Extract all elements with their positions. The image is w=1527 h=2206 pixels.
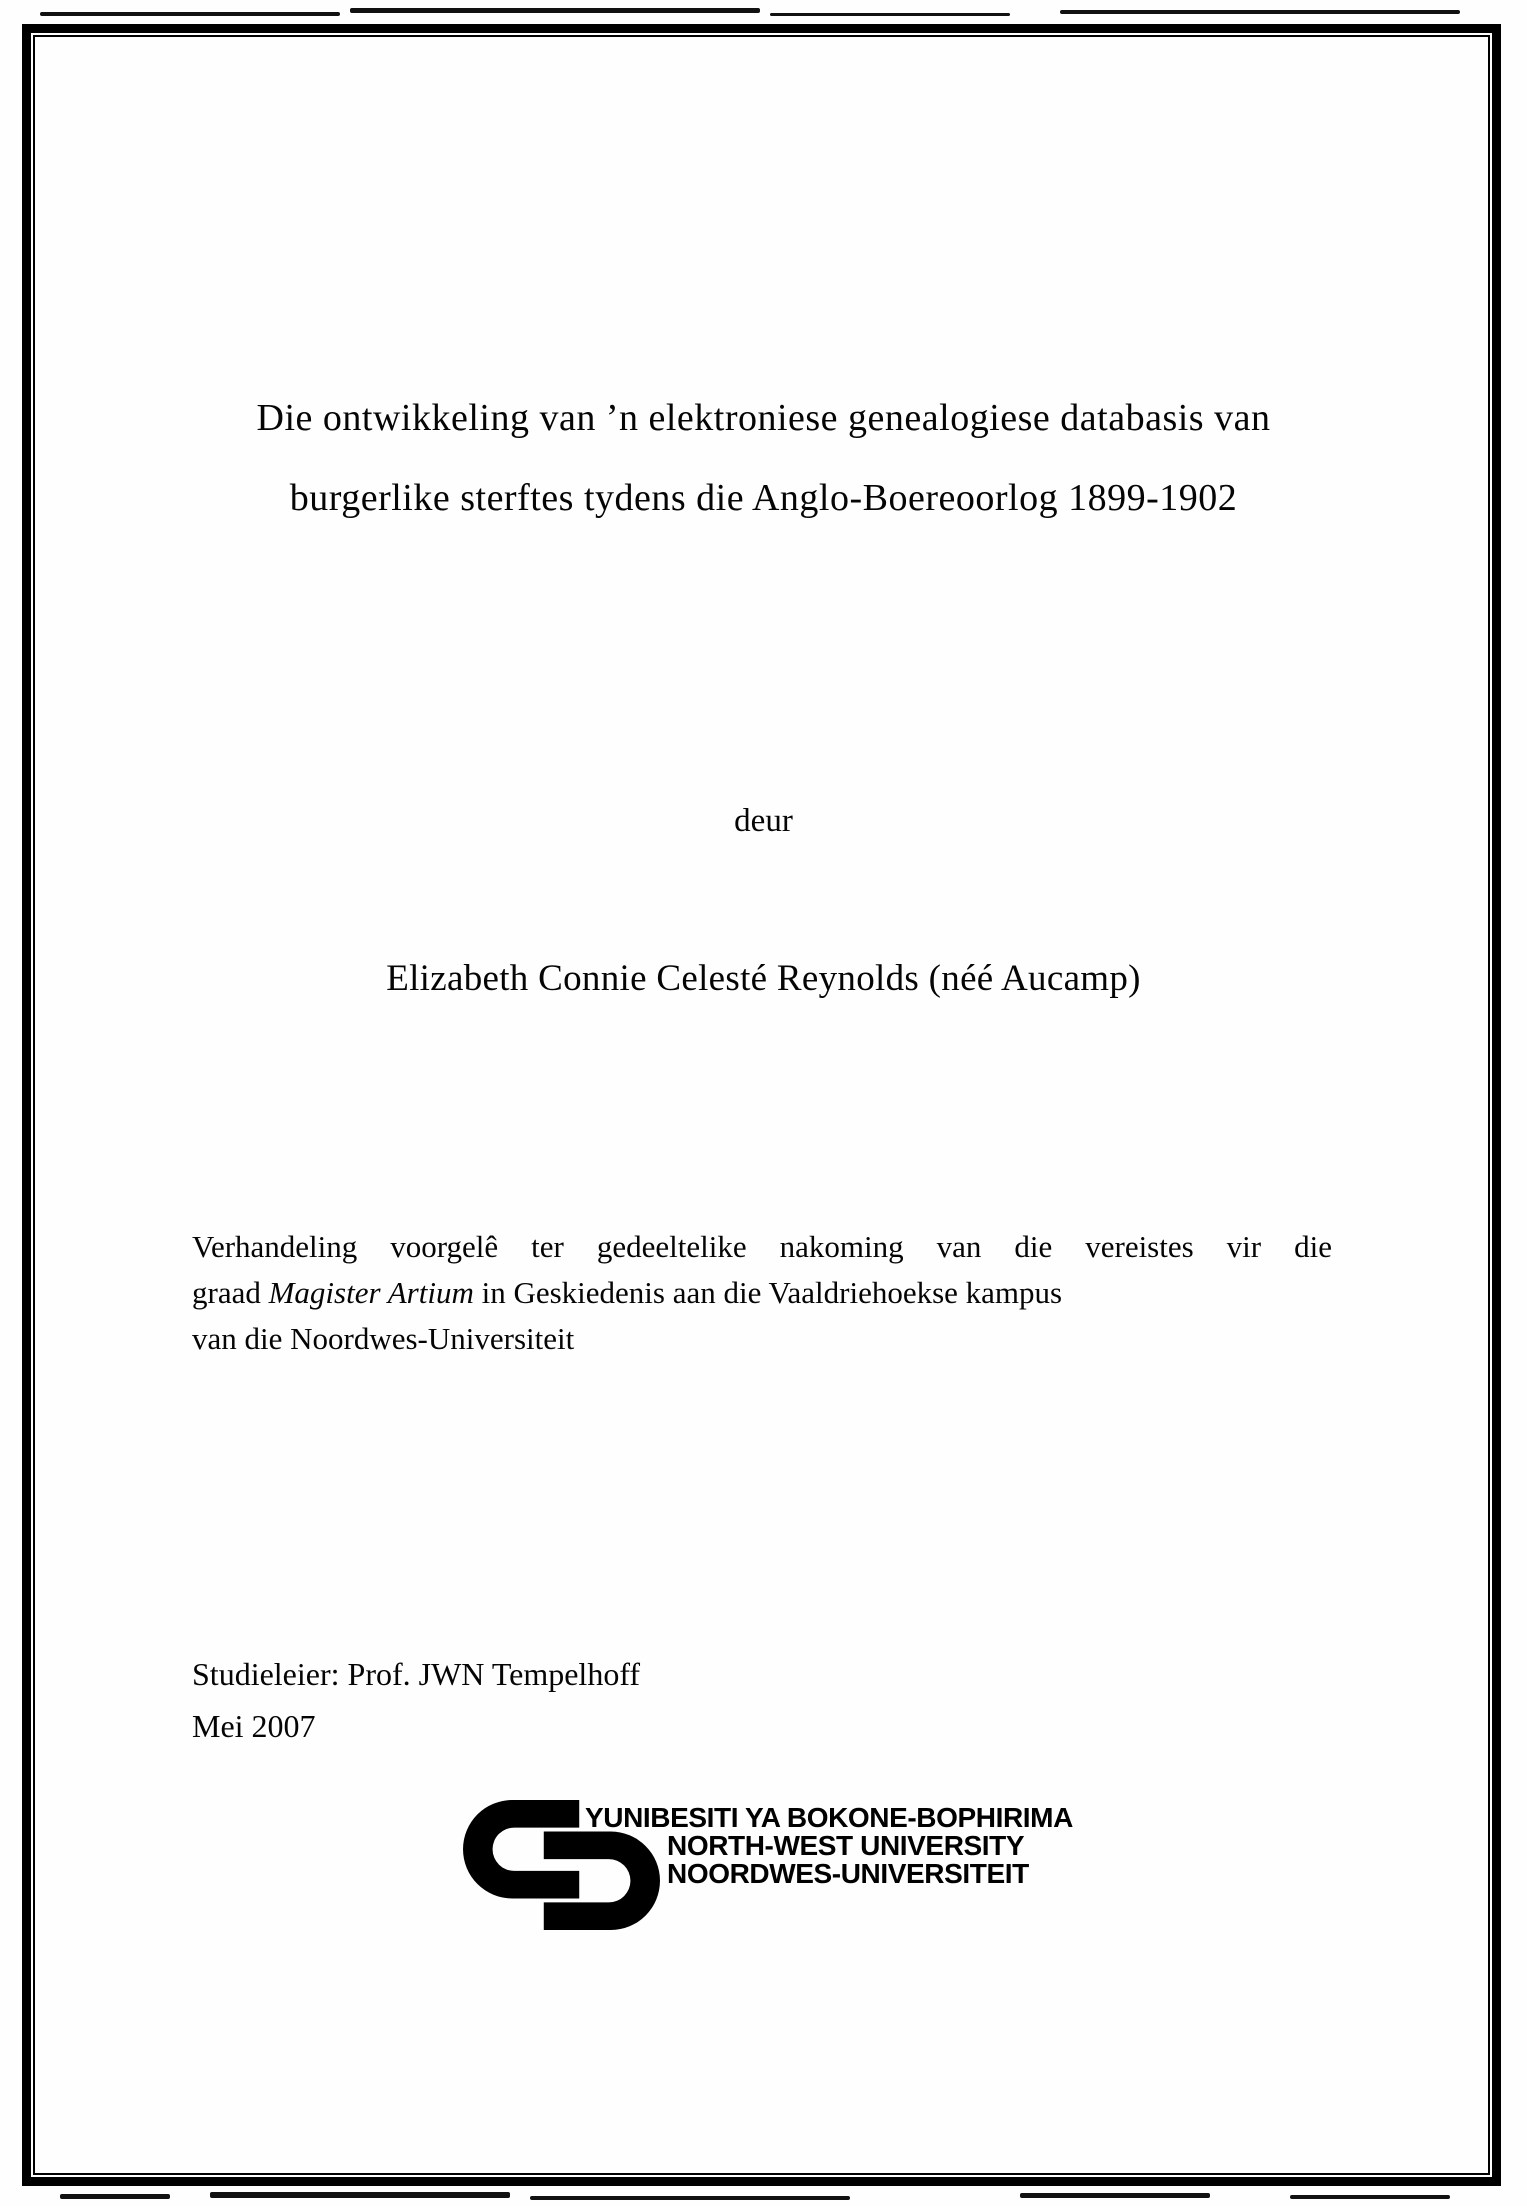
thesis-title-line2: burgerlike sterftes tydens die Anglo-Boereoorlog 1899-1902 bbox=[289, 477, 1238, 519]
thesis-title-line1: Die ontwikkeling van ’n elektroniese genealogiese databasis van bbox=[256, 397, 1271, 439]
degree-statement bbox=[192, 1224, 1332, 1362]
scan-artifact bbox=[40, 12, 340, 16]
scan-artifact bbox=[530, 2196, 850, 2200]
scan-artifact bbox=[1020, 2193, 1210, 2198]
nwu-logo-line2: NORTH-WEST UNIVERSITY bbox=[667, 1830, 1025, 1861]
nwu-logo-line3: NOORDWES-UNIVERSITEIT bbox=[667, 1858, 1029, 1889]
scan-artifact bbox=[210, 2192, 510, 2198]
degree-statement-line2-pre: graad bbox=[192, 1275, 269, 1310]
scan-artifact bbox=[1290, 2195, 1450, 2199]
nwu-logo-line1: YUNIBESITI YA BOKONE-BOPHIRIMA bbox=[585, 1802, 1073, 1833]
supervisor-line: Studieleier: Prof. JWN Tempelhoff bbox=[192, 1656, 641, 1692]
scan-artifact bbox=[350, 8, 760, 13]
date-line: Mei 2007 bbox=[192, 1708, 316, 1744]
degree-statement-line1: Verhandeling voorgelê ter gedeeltelike nakoming van die vereistes vir die bbox=[192, 1229, 1332, 1264]
nwu-logo-text bbox=[585, 1804, 1073, 1888]
degree-statement-line2 bbox=[192, 1270, 1332, 1316]
scan-artifact bbox=[770, 13, 1010, 16]
degree-statement-line2-post: in Geskiedenis aan die Vaaldriehoekse kampus bbox=[473, 1275, 1063, 1310]
scan-artifact bbox=[1060, 10, 1460, 14]
thesis-title bbox=[95, 378, 1432, 538]
degree-name-italic: Magister Artium bbox=[268, 1275, 474, 1310]
nwu-logo bbox=[463, 1800, 1083, 1940]
author-name: Elizabeth Connie Celesté Reynolds (néé Aucamp) bbox=[386, 958, 1141, 999]
supervisor-block bbox=[192, 1648, 640, 1752]
byline-label: deur bbox=[734, 803, 793, 839]
scan-artifact bbox=[60, 2194, 170, 2199]
degree-statement-line3: van die Noordwes-Universiteit bbox=[192, 1321, 575, 1356]
